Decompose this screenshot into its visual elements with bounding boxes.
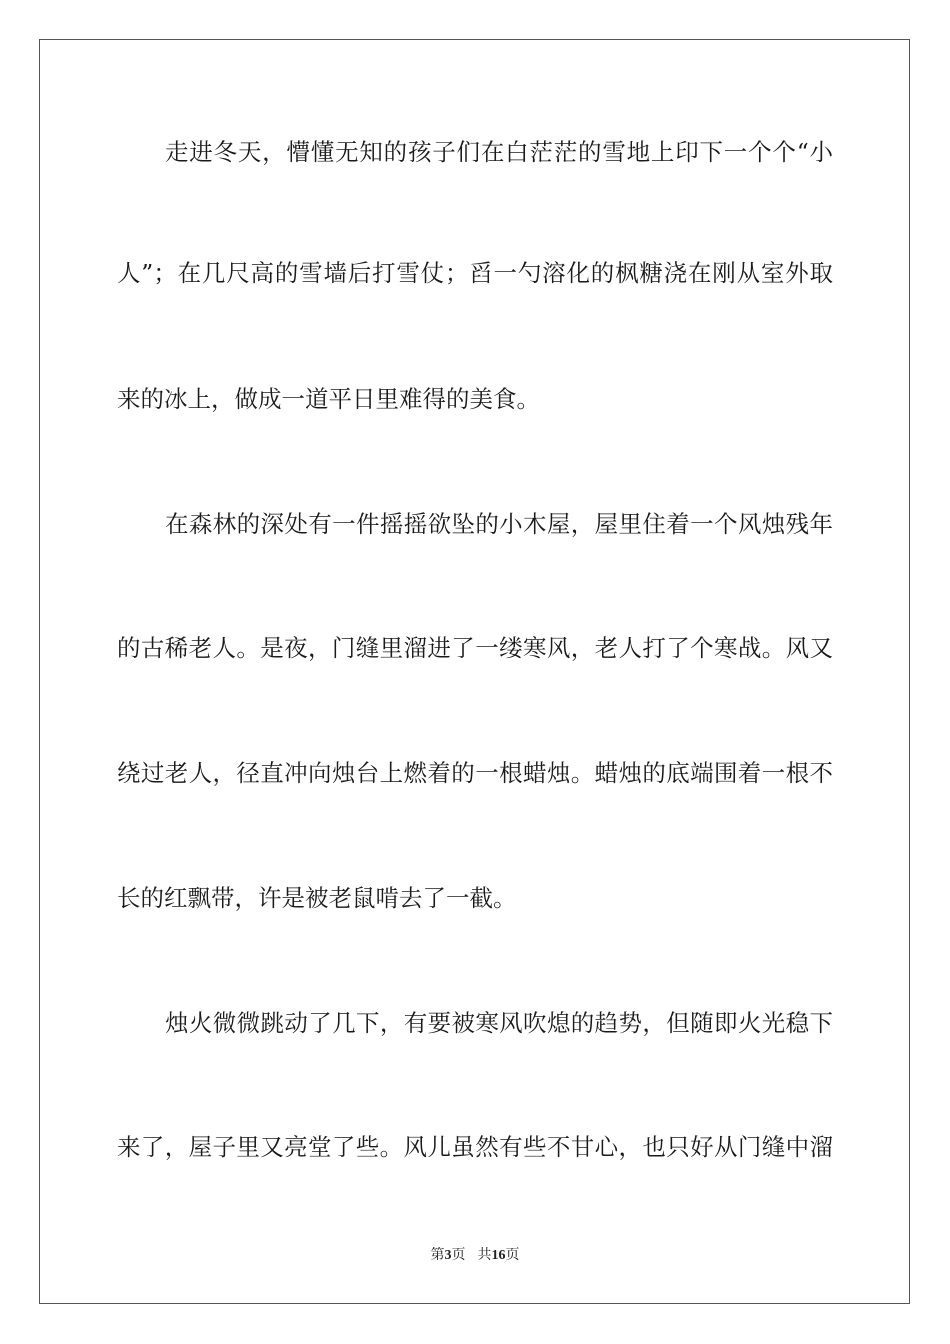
text-line: 长的红飘带，许是被老鼠啃去了一截。	[117, 884, 517, 912]
text-line: 走进冬天，懵懂无知的孩子们在白茫茫的雪地上印下一个个“小	[165, 138, 833, 166]
page-label-suffix: 页	[451, 1247, 466, 1263]
total-pages: 16	[491, 1248, 506, 1263]
text-line: 的古稀老人。是夜，门缝里溜进了一缕寒风，老人打了个寒战。风又	[117, 634, 833, 662]
page-footer	[0, 1245, 950, 1266]
text-line: 烛火微微跳动了几下，有要被寒风吹熄的趋势，但随即火光稳下	[165, 1009, 833, 1037]
total-label-prefix: 共	[477, 1247, 492, 1263]
text-line: 来了，屋子里又亮堂了些。风儿虽然有些不甘心，也只好从门缝中溜	[117, 1133, 833, 1161]
page-border	[39, 39, 910, 1304]
text-line: 来的冰上，做成一道平日里难得的美食。	[117, 385, 540, 413]
text-line: 在森林的深处有一件摇摇欲坠的小木屋，屋里住着一个风烛残年	[165, 510, 833, 538]
page-label-prefix: 第	[430, 1247, 445, 1263]
text-line: 人”；在几尺高的雪墙后打雪仗；舀一勺溶化的枫糖浇在刚从室外取	[117, 259, 833, 287]
total-label-suffix: 页	[505, 1247, 520, 1263]
page-number: 3	[444, 1248, 452, 1263]
text-line: 绕过老人，径直冲向烛台上燃着的一根蜡烛。蜡烛的底端围着一根不	[117, 759, 833, 787]
